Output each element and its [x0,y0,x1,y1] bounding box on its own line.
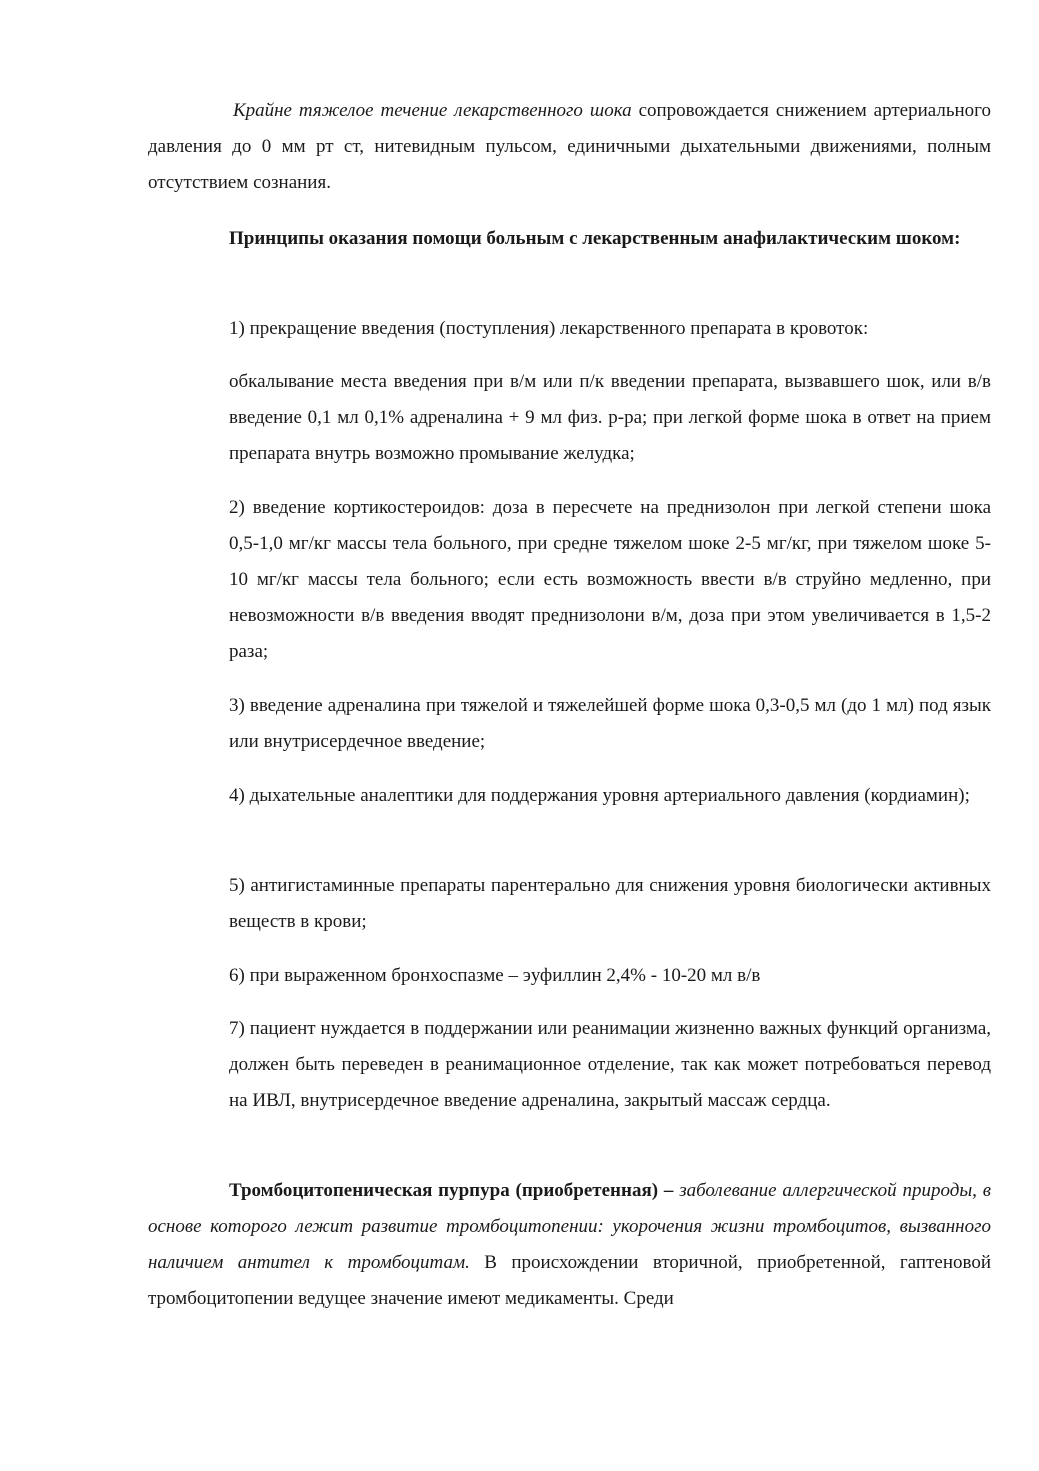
list-item-7: 7) пациент нуждается в поддержании или реанимации жизненно важных функций организма, должен быть переведен в реанимационное отделение, так как может потребоваться перевод на ИВЛ, внутрисердечное введение адреналина, закрытый массаж сердца. [229,1018,991,1111]
severe-shock-term: Крайне тяжелое течение лекарственного шока [233,100,632,121]
list-item-5: 5) антигистаминные препараты парентерально для снижения уровня биологически активных веществ в крови; [229,875,991,932]
purpura-term: Тромбоцитопеническая пурпура (приобретенная) – [229,1180,674,1201]
principles-heading: Принципы оказания помощи больным с лекарственным анафилактическим шоком: [229,228,961,249]
purpura-description: В происхождении вторичной, приобретенной, гаптеновой тромбоцитопении ведущее значение имеют медикаменты. Среди [148,1252,991,1309]
list-item-2: 2) введение кортикостероидов: доза в пересчете на преднизолон при легкой степени шока 0,5-1,0 мг/кг массы тела больного, при средне тяжелом шоке 2-5 мг/кг, при тяжелом шоке 5-10 мг/кг массы тела больного; если есть возможность ввести в/в струйно медленно, при невозможности в/в введения вводят преднизолони в/м, доза при этом увеличивается в 1,5-2 раза; [229,497,991,662]
purpura-paragraph [148,1173,991,1317]
list-item-6: 6) при выраженном бронхоспазме – эуфиллин 2,4% - 10-20 мл в/в [229,965,761,986]
purpura-definition: заболевание аллергической природы, в основе которого лежит развитие тромбоцитопении: укорочения жизни тромбоцитов, вызванного наличием антител к тромбоцитам. [148,1180,991,1273]
list-item-3: 3) введение адреналина при тяжелой и тяжелейшей форме шока 0,3-0,5 мл (до 1 мл) под язык или внутрисердечное введение; [229,695,991,752]
list-item-1-detail: обкалывание места введения при в/м или п/к введении препарата, вызвавшего шок, или в/в введение 0,1 мл 0,1% адреналина + 9 мл физ. р-ра; при легкой форме шока в ответ на прием препарата внутрь возможно промывание желудка; [229,371,991,464]
list-item-4: 4) дыхательные аналептики для поддержания уровня артериального давления (кордиамин); [229,785,970,806]
list-item-1: 1) прекращение введения (поступления) лекарственного препарата в кровоток: [229,318,869,339]
severe-shock-description: сопровождается снижением артериального давления до 0 мм рт ст, нитевидным пульсом, единичными дыхательными движениями, полным отсутствием сознания. [148,100,992,193]
shock-severe-paragraph [148,93,991,201]
